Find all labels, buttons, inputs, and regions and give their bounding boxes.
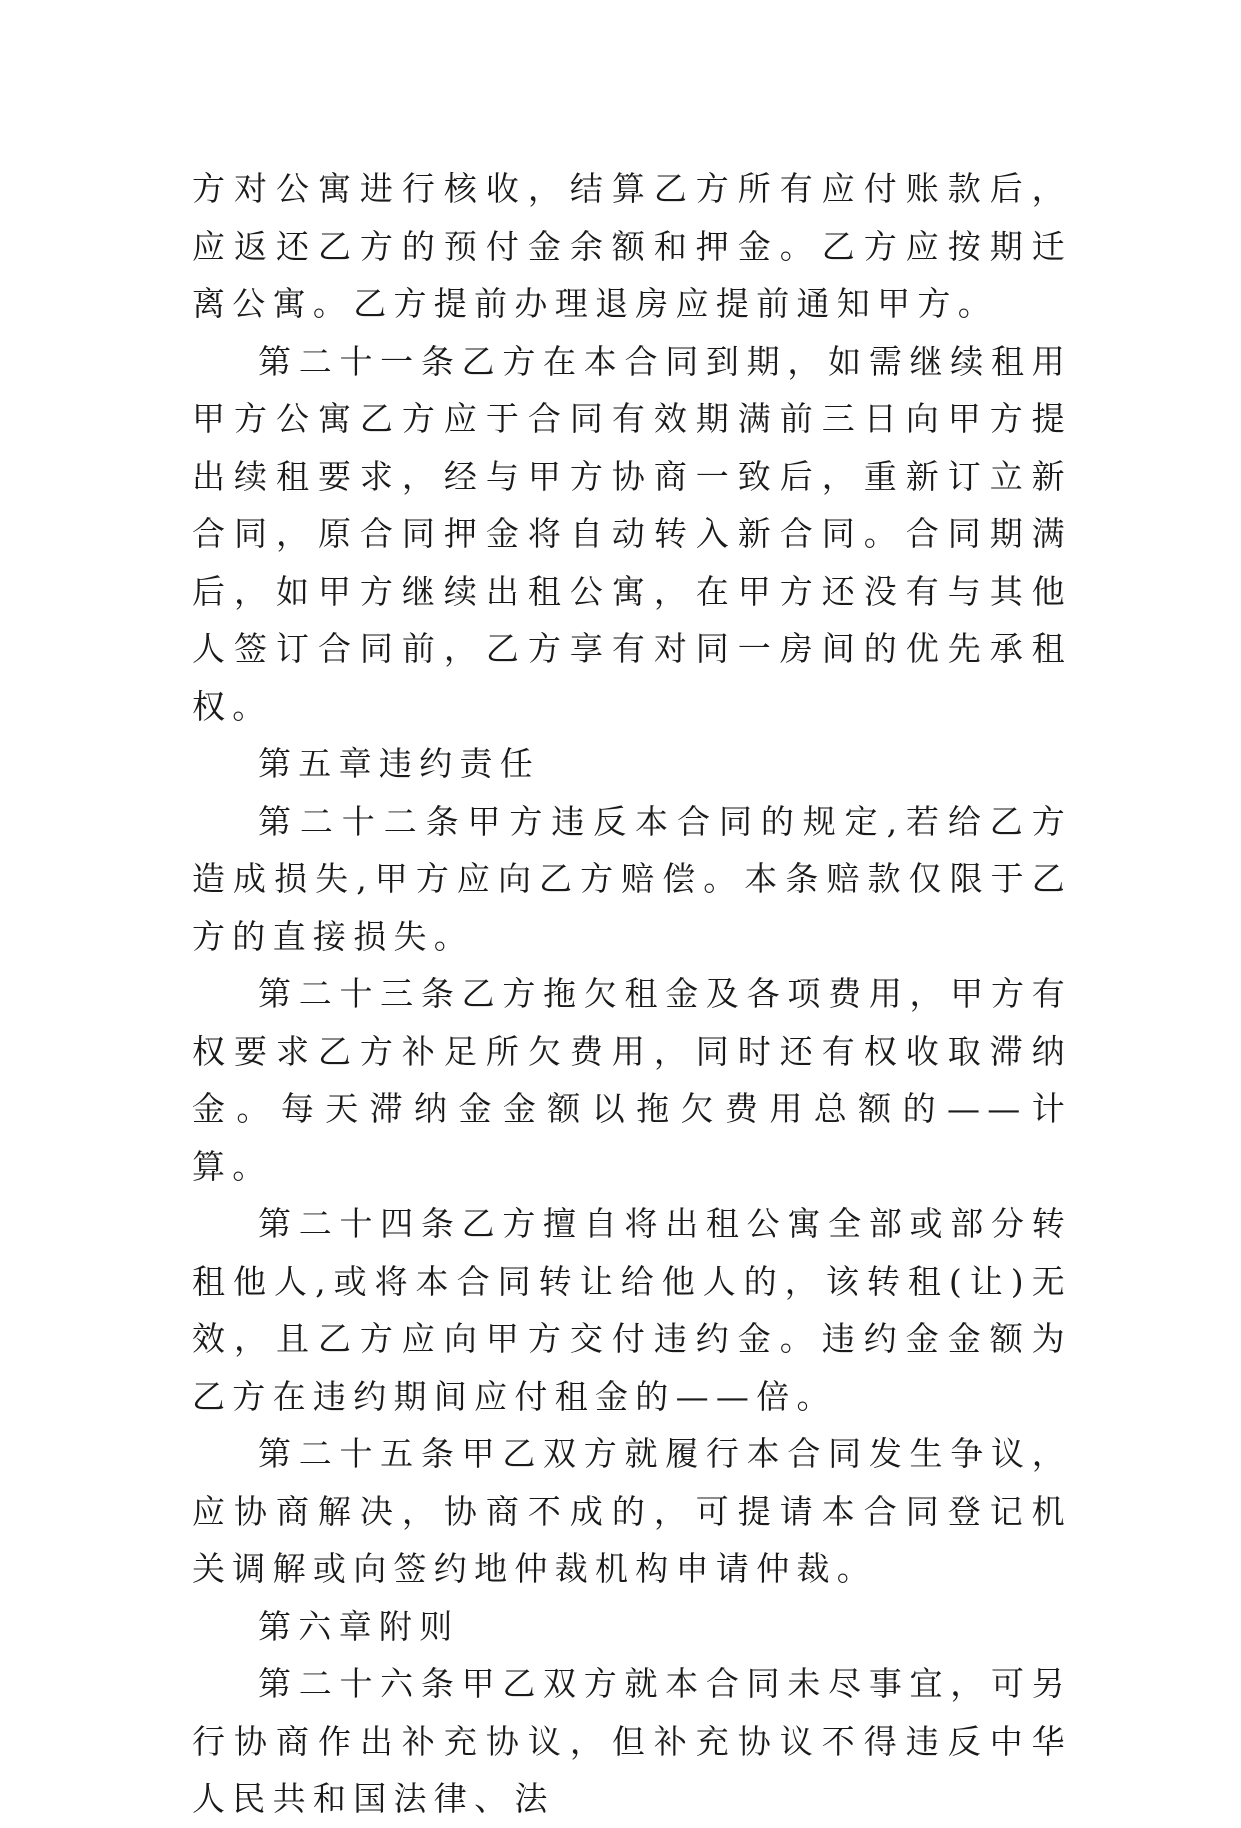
document-body — [192, 160, 1072, 1828]
paragraph-article-22: 第二十二条甲方违反本合同的规定,若给乙方造成损失,甲方应向乙方赔偿。本条赔款仅限于乙方的直接损失。 — [192, 801, 1072, 956]
chapter-5-heading: 第五章违约责任 — [258, 744, 541, 783]
chapter-6-heading: 第六章附则 — [258, 1606, 460, 1646]
paragraph-article-25: 第二十五条甲乙双方就履行本合同发生争议，应协商解决，协商不成的，可提请本合同登记机关调解或向签约地仲裁机构申请仲裁。 — [192, 1434, 1072, 1588]
paragraph-article-23: 第二十三条乙方拖欠租金及各项费用，甲方有权要求乙方补足所欠费用，同时还有权收取滞纳金。每天滞纳金金额以拖欠费用总额的——计算。 — [192, 974, 1072, 1186]
paragraph-article-21: 第二十一条乙方在本合同到期，如需继续租用甲方公寓乙方应于合同有效期满前三日向甲方提出续租要求，经与甲方协商一致后，重新订立新合同，原合同押金将自动转入新合同。合同期满后，如甲方继续出租公寓，在甲方还没有与其他人签订合同前，乙方享有对同一房间的优先承租权。 — [192, 341, 1072, 726]
paragraph-article-26: 第二十六条甲乙双方就本合同未尽事宜，可另行协商作出补充协议，但补充协议不得违反中华人民共和国法律、法 — [192, 1664, 1072, 1818]
paragraph-article-24: 第二十四条乙方擅自将出租公寓全部或部分转租他人,或将本合同转让给他人的，该转租(让)无效，且乙方应向甲方交付违约金。违约金金额为乙方在违约期间应付租金的——倍。 — [192, 1204, 1072, 1416]
paragraph-settlement: 方对公寓进行核收，结算乙方所有应付账款后，应返还乙方的预付金余额和押金。乙方应按期迁离公寓。乙方提前办理退房应提前通知甲方。 — [192, 169, 1072, 323]
